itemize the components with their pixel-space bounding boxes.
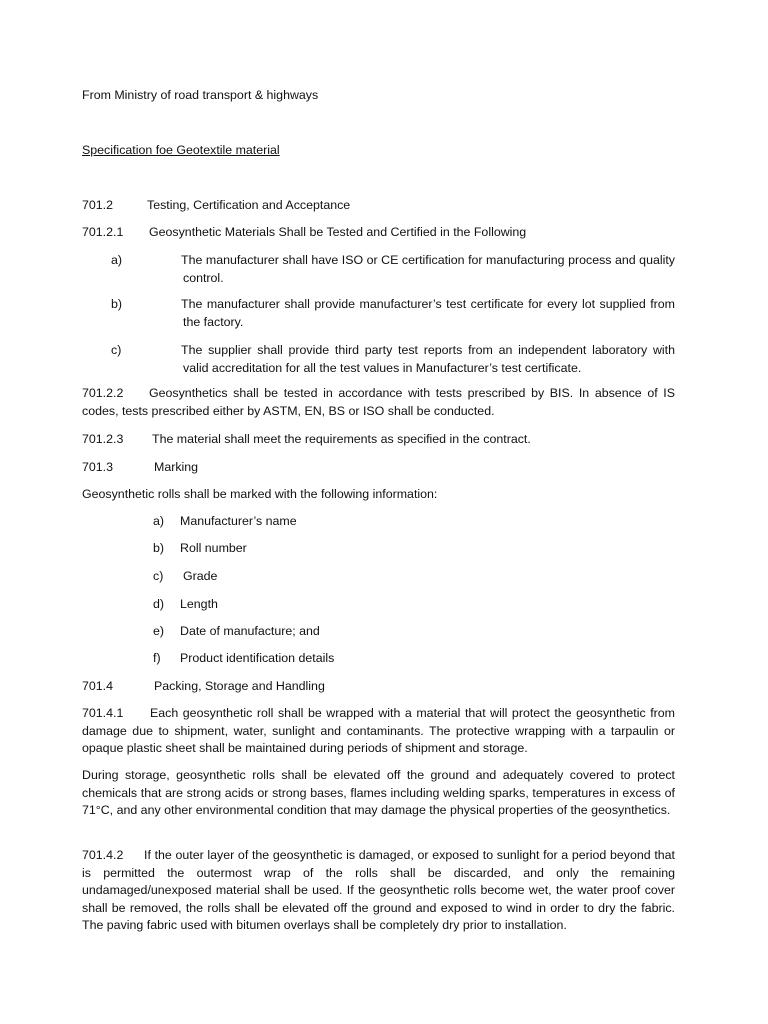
list-label: f) xyxy=(153,651,161,665)
marking-item-d xyxy=(153,596,218,612)
list-text: The supplier shall provide third party test reports from an independent laboratory with valid accreditation for all the test values in Manufacturer’s test certificate. xyxy=(181,343,675,375)
section-number-701-4-2: 701.4.2 xyxy=(82,848,124,862)
list-text: Length xyxy=(180,597,218,611)
spec-title: Specification foe Geotextile material xyxy=(82,143,280,157)
list-item-701-2-1-c xyxy=(111,341,675,377)
list-label: a) xyxy=(153,514,165,528)
section-number-701-2-2: 701.2.2 xyxy=(82,386,124,400)
list-text: Product identification details xyxy=(180,651,335,665)
section-title-701-2: Testing, Certification and Acceptance xyxy=(147,198,351,212)
list-label: b) xyxy=(153,541,165,555)
list-text: Grade xyxy=(183,569,218,583)
paragraph-701-2-3: The material shall meet the requirements as specified in the contract. xyxy=(152,432,531,446)
marking-item-a xyxy=(153,513,297,529)
list-text: Manufacturer’s name xyxy=(180,514,297,528)
list-label: b) xyxy=(111,297,123,311)
section-number-701-2: 701.2 xyxy=(82,198,114,212)
paragraph-701-4-1-storage: During storage, geosynthetic rolls shall be elevated off the ground and adequately covered to protect chemicals that are strong acids or strong bases, flames including welding sparks, temperatures in excess of 71°C, and any other environmental condition that may damage the physical properties of the geosynthetics. xyxy=(82,768,675,817)
marking-item-c xyxy=(153,568,217,584)
section-title-701-4: Packing, Storage and Handling xyxy=(154,679,325,693)
section-number-701-2-1: 701.2.1 xyxy=(82,225,124,239)
list-text: The manufacturer shall have ISO or CE certification for manufacturing process and quality control. xyxy=(181,253,675,285)
paragraph-text: If the outer layer of the geosynthetic is damaged, or exposed to sunlight for a period beyond that is permitted the outermost wrap of the rolls shall be discarded, and only the remaining undamaged/unexposed material shall be used. If the geosynthetic rolls become wet, the water proof cover shall be removed, the rolls shall be elevated off the ground and exposed to wind in order to dry the fabric. The paving fabric used with bitumen overlays shall be completely dry prior to installation. xyxy=(82,848,675,932)
section-number-701-4: 701.4 xyxy=(82,679,114,693)
list-item-701-2-1-a xyxy=(111,251,675,287)
list-label: d) xyxy=(153,597,165,611)
section-number-701-2-3: 701.2.3 xyxy=(82,432,124,446)
section-number-701-4-1: 701.4.1 xyxy=(82,706,124,720)
marking-item-b xyxy=(153,540,247,556)
paragraph-701-2-2 xyxy=(82,385,675,420)
paragraph-text: Geosynthetics shall be tested in accordance with tests prescribed by BIS. In absence of IS codes, tests prescribed either by ASTM, EN, BS or ISO shall be conducted. xyxy=(82,386,675,418)
list-label: a) xyxy=(111,253,123,267)
list-label: c) xyxy=(153,569,164,583)
section-title-701-3: Marking xyxy=(154,460,199,474)
marking-intro: Geosynthetic rolls shall be marked with the following information: xyxy=(82,487,438,501)
list-label: e) xyxy=(153,624,165,638)
paragraph-701-4-1 xyxy=(82,705,675,758)
marking-item-e xyxy=(153,623,320,639)
list-item-701-2-1-b xyxy=(111,295,675,331)
marking-item-f xyxy=(153,650,334,666)
paragraph-701-4-2 xyxy=(82,847,675,935)
list-label: c) xyxy=(111,343,122,357)
section-title-701-2-1: Geosynthetic Materials Shall be Tested and Certified in the Following xyxy=(149,225,527,239)
list-text: Date of manufacture; and xyxy=(180,624,320,638)
list-text: The manufacturer shall provide manufacturer’s test certificate for every lot supplied from the factory. xyxy=(181,297,675,329)
section-number-701-3: 701.3 xyxy=(82,460,114,474)
source-line: From Ministry of road transport & highways xyxy=(82,88,319,102)
list-text: Roll number xyxy=(180,541,247,555)
paragraph-text: Each geosynthetic roll shall be wrapped with a material that will protect the geosynthetic from damage due to shipment, water, sunlight and contaminants. The protective wrapping with a tarpaulin or opaque plastic sheet shall be maintained during periods of shipment and storage. xyxy=(82,706,675,755)
